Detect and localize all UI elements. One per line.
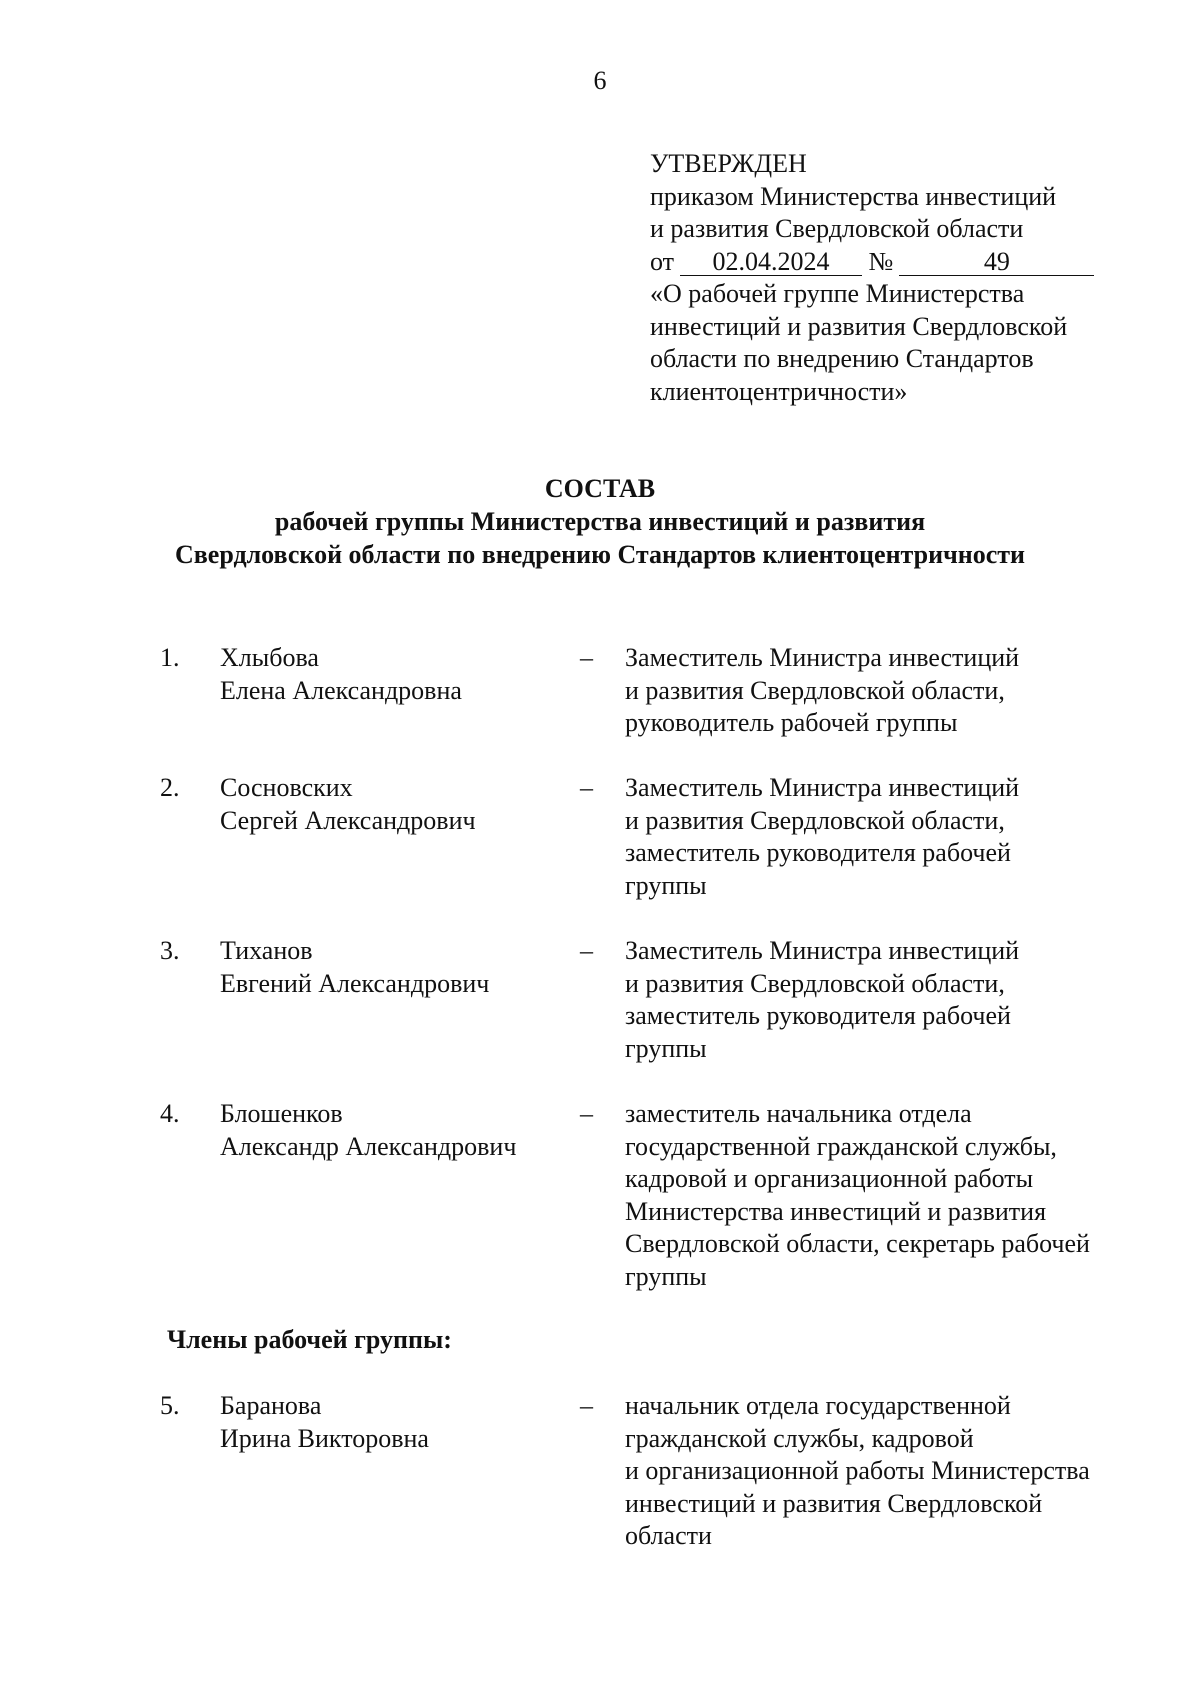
dash: – <box>580 1099 593 1128</box>
member-name <box>220 935 560 1000</box>
approval-line: приказом Министерства инвестиций <box>650 181 1057 211</box>
role-line: кадровой и организационной работы <box>625 1164 1034 1193</box>
subject-line: «О рабочей группе Министерства <box>650 279 1025 308</box>
role-line: руководитель рабочей группы <box>625 708 958 737</box>
subject-line: клиентоцентричности» <box>650 376 908 406</box>
member-number: 1. <box>160 643 180 672</box>
role-line: группы <box>625 1261 707 1291</box>
approval-title: УТВЕРЖДЕН <box>650 149 807 178</box>
member-surname: Баранова <box>220 1391 322 1420</box>
dash: – <box>580 773 593 802</box>
member-given-names: Елена Александровна <box>220 675 462 705</box>
role-line: Заместитель Министра инвестиций <box>625 773 1020 802</box>
role-line: начальник отдела государственной <box>625 1391 1011 1420</box>
member-role <box>625 772 1155 902</box>
member-given-names: Евгений Александрович <box>220 968 490 998</box>
date-prefix: от <box>650 246 675 276</box>
member-surname: Хлыбова <box>220 643 319 672</box>
member-surname: Тиханов <box>220 936 313 965</box>
role-line: и организационной работы Министерства <box>625 1456 1090 1485</box>
dash: – <box>580 1391 593 1420</box>
member-role <box>625 1390 1155 1553</box>
member-role <box>625 1098 1155 1293</box>
member-given-names: Сергей Александрович <box>220 805 476 835</box>
member-surname: Блошенков <box>220 1099 343 1128</box>
dash: – <box>580 643 593 672</box>
approval-date-line <box>650 246 1170 279</box>
approval-line: и развития Свердловской области <box>650 214 1024 243</box>
member-number: 4. <box>160 1099 180 1128</box>
member-name <box>220 642 560 707</box>
order-date: 02.04.2024 <box>680 249 862 276</box>
member-number: 5. <box>160 1391 180 1420</box>
role-line: Министерства инвестиций и развития <box>625 1196 1047 1226</box>
subject-line: области по внедрению Стандартов <box>650 344 1034 373</box>
role-line: государственной гражданской службы, <box>625 1131 1057 1161</box>
role-line: группы <box>625 1033 707 1063</box>
member-name <box>220 772 560 837</box>
member-number: 2. <box>160 773 180 802</box>
role-line: и развития Свердловской области, <box>625 968 1005 998</box>
document-heading <box>0 472 1200 571</box>
member-role <box>625 935 1155 1065</box>
role-line: заместитель руководителя рабочей <box>625 1001 1011 1030</box>
role-line: Заместитель Министра инвестиций <box>625 936 1020 965</box>
role-line: области <box>625 1521 712 1550</box>
member-name <box>220 1098 560 1163</box>
role-line: и развития Свердловской области, <box>625 805 1005 835</box>
page-number: 6 <box>593 66 607 95</box>
subject-line: инвестиций и развития Свердловской <box>650 311 1068 341</box>
role-line: и развития Свердловской области, <box>625 675 1005 705</box>
role-line: заместитель начальника отдела <box>625 1099 972 1128</box>
role-line: инвестиций и развития Свердловской <box>625 1488 1043 1518</box>
role-line: группы <box>625 870 707 900</box>
role-line: Заместитель Министра инвестиций <box>625 643 1020 672</box>
member-given-names: Ирина Викторовна <box>220 1423 429 1453</box>
member-given-names: Александр Александрович <box>220 1131 517 1161</box>
number-prefix: № <box>868 246 894 276</box>
member-surname: Сосновских <box>220 773 353 802</box>
dash: – <box>580 936 593 965</box>
heading-line: Свердловской области по внедрению Стандартов клиентоцентричности <box>174 540 1026 569</box>
members-heading: Члены рабочей группы: <box>167 1325 452 1354</box>
role-line: Свердловской области, секретарь рабочей <box>625 1229 1090 1258</box>
order-number: 49 <box>899 249 1094 276</box>
role-line: гражданской службы, кадровой <box>625 1423 974 1453</box>
member-role <box>625 642 1155 740</box>
heading-title: СОСТАВ <box>544 474 656 503</box>
member-name <box>220 1390 560 1455</box>
member-number: 3. <box>160 936 180 965</box>
approval-block <box>650 148 1170 408</box>
heading-line: рабочей группы Министерства инвестиций и развития <box>274 507 926 536</box>
role-line: заместитель руководителя рабочей <box>625 838 1011 867</box>
